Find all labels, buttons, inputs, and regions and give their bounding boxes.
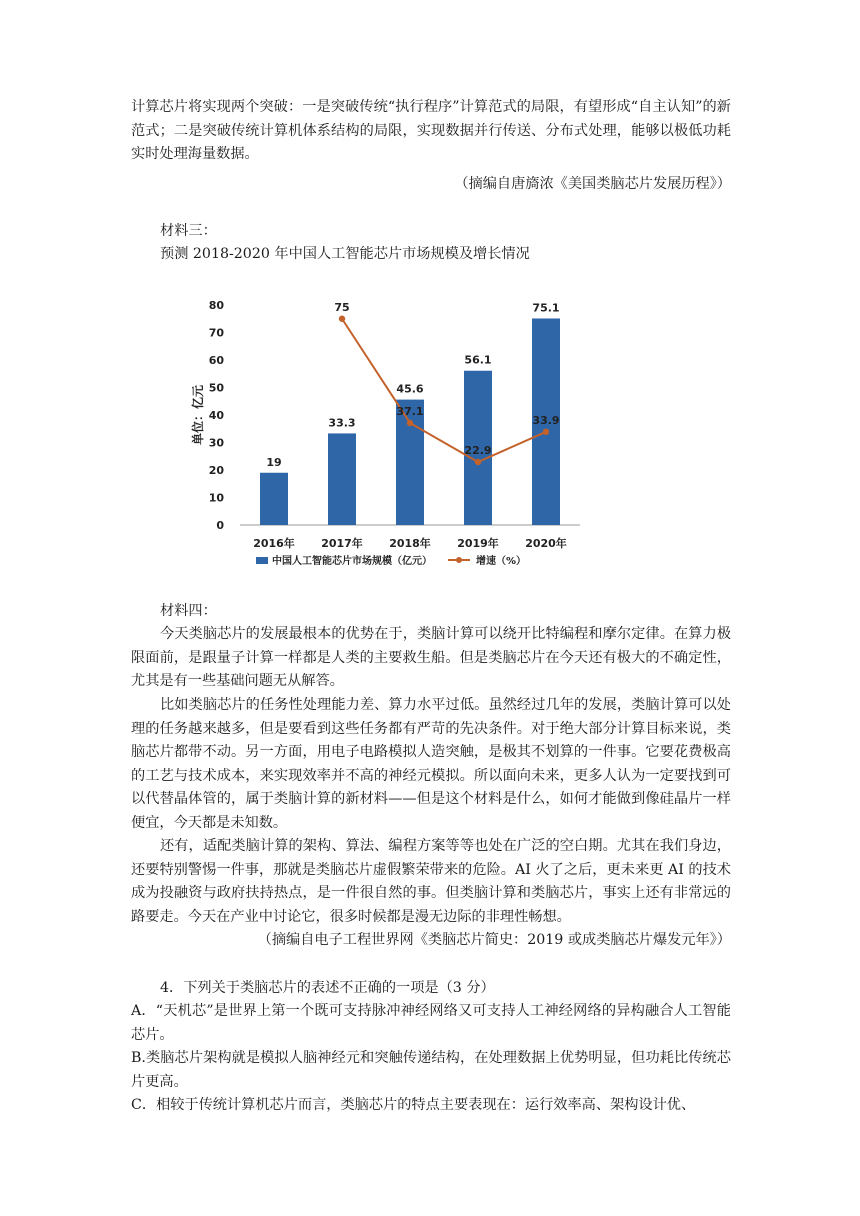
growth-line [342, 319, 546, 462]
x-tick-label: 2017年 [321, 537, 363, 550]
bar-value-label: 19 [266, 455, 282, 469]
source-citation-4: （摘编自电子工程世界网《类脑芯片简史：2019 或成类脑芯片爆发元年》） [257, 932, 731, 948]
y-tick-label: 80 [208, 299, 224, 312]
material-3-heading: 材料三： [160, 223, 217, 239]
material-4-heading: 材料四： [160, 603, 217, 619]
question-4: 4．下列关于类脑芯片的表述不正确的一项是（3 分） [160, 980, 495, 996]
legend-line-label: 增速（%） [476, 556, 527, 567]
option-c: C．相较于传统计算机芯片而言，类脑芯片的特点主要表现在：运行效率高、架构设计优、 [131, 1097, 696, 1113]
growth-value-label: 75 [334, 300, 350, 314]
y-tick-label: 70 [208, 326, 224, 340]
bar-value-label: 56.1 [464, 353, 492, 367]
bar-2017年 [328, 433, 356, 525]
material-4-paragraph-2: 比如类脑芯片的任务性处理能力差、算力水平过低。虽然经过几年的发展，类脑计算可以处理的任务越来越多，但是要看到这些任务都有严苛的先决条件。对于绝大部分计算目标来说，类脑芯片都带不动。另一方面，用电子电路模拟人造突触，是极其不划算的一件事。它要花费极高的工艺与技术成本，来实现效率并不高的神经元模拟。所以面向未来，更多人认为一定要找到可以代替晶体管的，属于类脑计算的新材料——但是这个材料是什么，如何才能做到像硅晶片一样便宜，今天都是未知数。 [131, 697, 731, 831]
bar-value-label: 33.3 [328, 416, 356, 430]
growth-value-label: 33.9 [532, 413, 560, 427]
y-tick-label: 40 [208, 409, 224, 422]
intro-paragraph: 计算芯片将实现两个突破：一是突破传统“执行程序”计算范式的局限，有望形成“自主认知”的新范式；二是突破传统计算机体系结构的局限，实现数据并行传送、分布式处理，能够以极低功耗实时处理海量数据。 [131, 99, 731, 162]
legend-bar-label: 中国人工智能芯片市场规模（亿元） [272, 556, 432, 567]
y-tick-label: 10 [208, 491, 224, 505]
market-chart-svg [180, 283, 588, 575]
y-axis-label: 单位：亿元 [191, 384, 205, 446]
bar-2016年 [260, 473, 288, 525]
x-tick-label: 2016年 [253, 537, 295, 550]
source-citation-2: （摘编自唐旖浓《美国类脑芯片发展历程》） [454, 176, 731, 192]
growth-point [407, 420, 413, 426]
option-b: B.类脑芯片架构就是模拟人脑神经元和突触传递结构，在处理数据上优势明显，但功耗比传统芯片更高。 [131, 1050, 731, 1090]
option-a: A．“天机芯”是世界上第一个既可支持脉冲神经网络又可支持人工神经网络的异构融合人工智能芯片。 [131, 1003, 731, 1043]
bar-value-label: 75.1 [532, 301, 560, 315]
x-tick-label: 2020年 [525, 537, 567, 550]
material-4-paragraph-3: 还有，适配类脑计算的架构、算法、编程方案等等也处在广泛的空白期。尤其在我们身边，还要特别警惕一件事，那就是类脑芯片虚假繁荣带来的危险。AI 火了之后，更未来更 AI 的技术成为投融资与政府扶持热点，是一件很自然的事。但类脑计算和类脑芯片，事实上还有非常远的路要走。今天在产业中讨论它，很多时候都是漫无边际的非理性畅想。 [131, 838, 731, 925]
material-4-paragraph-1: 今天类脑芯片的发展最根本的优势在于，类脑计算可以绕开比特编程和摩尔定律。在算力极限面前，是跟量子计算一样都是人类的主要救生船。但是类脑芯片在今天还有极大的不确定性，尤其是有一些基础问题无从解答。 [131, 626, 731, 689]
y-tick-label: 0 [216, 519, 224, 532]
growth-point [543, 429, 549, 435]
legend-line-marker [456, 557, 462, 563]
chart-caption: 预测 2018-2020 年中国人工智能芯片市场规模及增长情况 [160, 246, 530, 262]
growth-value-label: 22.9 [464, 444, 492, 458]
y-tick-label: 30 [208, 436, 224, 450]
bar-value-label: 45.6 [396, 382, 424, 396]
market-chart [180, 283, 588, 575]
legend-bar-swatch [256, 557, 268, 564]
x-tick-label: 2018年 [389, 537, 431, 550]
y-tick-label: 20 [208, 464, 224, 477]
x-tick-label: 2019年 [457, 537, 499, 550]
growth-value-label: 37.1 [396, 404, 424, 418]
growth-point [339, 316, 345, 322]
growth-point [475, 459, 481, 465]
y-tick-label: 50 [208, 381, 224, 395]
bar-2018年 [396, 400, 424, 525]
y-tick-label: 60 [208, 354, 224, 367]
